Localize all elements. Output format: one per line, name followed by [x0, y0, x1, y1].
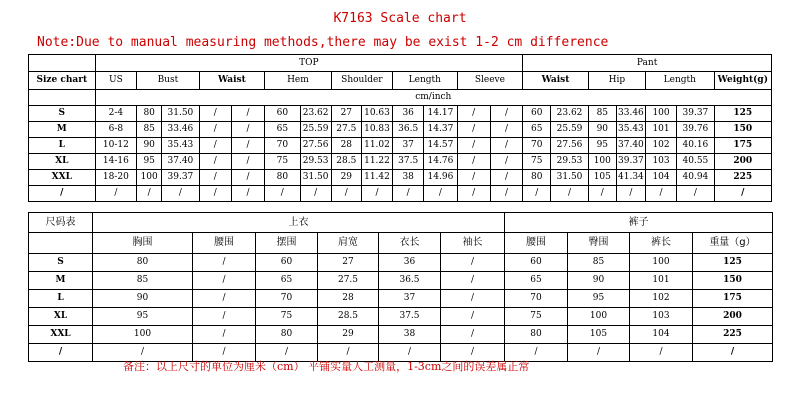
table-cell: / [630, 344, 693, 362]
table-cell: / [568, 344, 630, 362]
table-cell: / [490, 186, 522, 202]
column-header: 袖长 [441, 233, 505, 254]
size-cell: XL [29, 308, 93, 326]
table-cell: 18-20 [95, 170, 137, 186]
table-cell: 85 [137, 122, 162, 138]
table-cell: 28 [318, 290, 379, 308]
table-cell: / [523, 186, 551, 202]
table-cell: 80 [505, 326, 568, 344]
column-header: Weight(g) [714, 72, 771, 90]
table-cell: / [490, 154, 522, 170]
table-cell: 75 [265, 154, 300, 170]
column-header: 胸围 [93, 233, 193, 254]
column-header: Shoulder [331, 72, 392, 90]
column-header: 摆围 [256, 233, 318, 254]
table-cell: / [231, 186, 264, 202]
table-cell: 102 [645, 138, 676, 154]
table-cell: / [551, 186, 588, 202]
table-cell: 175 [693, 290, 773, 308]
table-cell: / [616, 186, 645, 202]
table-cell: 103 [630, 308, 693, 326]
table-cell: 23.62 [300, 106, 331, 122]
table-cell: 95 [137, 154, 162, 170]
size-cell: L [29, 290, 93, 308]
table-cell: 35.43 [616, 122, 645, 138]
table-cell: 14.76 [424, 154, 457, 170]
table-cell: / [193, 344, 256, 362]
table-cell: 150 [693, 272, 773, 290]
table-cell: 27 [331, 106, 361, 122]
table-cell: / [677, 186, 714, 202]
table-cell: / [379, 344, 441, 362]
table-cell: / [441, 326, 505, 344]
table-cell: / [199, 106, 231, 122]
table-cell: / [265, 186, 300, 202]
table-cell: 60 [505, 254, 568, 272]
table-cell: 23.62 [551, 106, 588, 122]
table-row [29, 106, 772, 122]
table-cell: 90 [568, 272, 630, 290]
table-cell: / [457, 122, 490, 138]
table-cell: / [193, 254, 256, 272]
table-cell: / [490, 170, 522, 186]
size-chart-label: Size chart [29, 72, 96, 90]
table-cell: 14.96 [424, 170, 457, 186]
table-cell: 95 [93, 308, 193, 326]
column-header: 臀围 [568, 233, 630, 254]
table-cell: 28 [331, 138, 361, 154]
table-cell: / [490, 138, 522, 154]
table-row [29, 154, 772, 170]
table-cell: / [331, 186, 361, 202]
table-cell: / [199, 122, 231, 138]
column-header: 腰围 [193, 233, 256, 254]
table-cell: 103 [645, 154, 676, 170]
table-cell: / [457, 154, 490, 170]
table-row [29, 290, 773, 308]
table-cell: / [231, 106, 264, 122]
table-row [29, 326, 773, 344]
size-cell: S [29, 106, 96, 122]
column-header: 衣长 [379, 233, 441, 254]
table-cell: / [441, 344, 505, 362]
table-cell: 37 [379, 290, 441, 308]
table-cell: 80 [523, 170, 551, 186]
table-cell: / [645, 186, 676, 202]
table-cell: 85 [568, 254, 630, 272]
table-cell: 65 [523, 122, 551, 138]
table-cell: 29 [331, 170, 361, 186]
table-cell: / [393, 186, 424, 202]
table-cell: 100 [137, 170, 162, 186]
table-cell: / [231, 154, 264, 170]
table-cell: / [199, 170, 231, 186]
table-cell: 31.50 [162, 106, 199, 122]
table-cell: / [231, 170, 264, 186]
column-header: Waist [523, 72, 589, 90]
table-cell: 200 [714, 154, 771, 170]
table-cell: 40.55 [677, 154, 714, 170]
table-cell: 60 [256, 254, 318, 272]
table-cell: 27 [318, 254, 379, 272]
table-cell: 36 [379, 254, 441, 272]
table-cell: 33.46 [616, 106, 645, 122]
table-cell: 150 [714, 122, 771, 138]
column-header: 腰围 [505, 233, 568, 254]
table-cell: 39.76 [677, 122, 714, 138]
table-cell: 27.56 [551, 138, 588, 154]
table-cell: / [505, 344, 568, 362]
table-cell: 100 [93, 326, 193, 344]
table-cell: / [693, 344, 773, 362]
table-cell: 95 [568, 290, 630, 308]
table-cell: 29 [318, 326, 379, 344]
size-cell: / [29, 186, 96, 202]
table-cell: 36.5 [379, 272, 441, 290]
table-cell: / [193, 290, 256, 308]
table-cell: 70 [523, 138, 551, 154]
footnote: 备注：以上尺寸的单位为厘米（cm） 平铺实量人工测量，1-3cm之间的误差属正常 [123, 360, 530, 373]
table-cell: / [162, 186, 199, 202]
table-cell: / [457, 170, 490, 186]
size-chart-english [28, 54, 772, 202]
table-cell: 75 [523, 154, 551, 170]
table-row [29, 138, 772, 154]
table-cell: 11.22 [361, 154, 392, 170]
top-section-header: TOP [95, 55, 523, 72]
table-cell: 200 [693, 308, 773, 326]
size-chart-corner [29, 55, 96, 72]
table-cell: / [93, 344, 193, 362]
table-cell: 14.57 [424, 138, 457, 154]
table-cell: 37.40 [162, 154, 199, 170]
table-row [29, 186, 772, 202]
table-cell: 75 [256, 308, 318, 326]
table-row [29, 272, 773, 290]
table-cell: / [361, 186, 392, 202]
table-cell: 28.5 [318, 308, 379, 326]
size-cell: XL [29, 154, 96, 170]
table-cell: / [457, 138, 490, 154]
table-cell: 29.53 [551, 154, 588, 170]
table-cell: 41.34 [616, 170, 645, 186]
size-cell: / [29, 344, 93, 362]
table-cell: / [441, 290, 505, 308]
column-header: 肩宽 [318, 233, 379, 254]
table-cell: / [199, 186, 231, 202]
column-header: Waist [199, 72, 265, 90]
size-chart-chinese [28, 212, 773, 362]
table-cell: 104 [630, 326, 693, 344]
column-header: Length [645, 72, 714, 90]
table-cell: / [441, 254, 505, 272]
table-cell: 38 [379, 326, 441, 344]
table-cell: 27.5 [331, 122, 361, 138]
size-cell: XXL [29, 170, 96, 186]
chart-title: K7163 Scale chart [333, 11, 467, 26]
column-header: 裤长 [630, 233, 693, 254]
table-cell: / [441, 308, 505, 326]
pant-section-header: Pant [523, 55, 772, 72]
table-cell: 28.5 [331, 154, 361, 170]
table-cell: 10.83 [361, 122, 392, 138]
table-cell: 10-12 [95, 138, 137, 154]
size-chart-label: 尺码表 [29, 213, 93, 233]
table-cell: 40.94 [677, 170, 714, 186]
table-cell: / [95, 186, 137, 202]
pant-section-header: 裤子 [505, 213, 773, 233]
table-row [29, 170, 772, 186]
table-cell: / [490, 106, 522, 122]
table-cell: / [318, 344, 379, 362]
table-cell: 80 [265, 170, 300, 186]
table-row [29, 254, 773, 272]
table-cell: 175 [714, 138, 771, 154]
table-cell: 102 [630, 290, 693, 308]
size-cell: M [29, 272, 93, 290]
table-cell: 14.37 [424, 122, 457, 138]
table-cell: 25.59 [300, 122, 331, 138]
table-cell: 37.40 [616, 138, 645, 154]
table-cell: 101 [630, 272, 693, 290]
size-cell: S [29, 254, 93, 272]
column-header: Hip [588, 72, 645, 90]
table-cell: / [441, 272, 505, 290]
table-cell: / [256, 344, 318, 362]
table-cell: 101 [645, 122, 676, 138]
table-cell: / [199, 138, 231, 154]
size-cell: M [29, 122, 96, 138]
column-header: 重量（g） [693, 233, 773, 254]
table-cell: 14-16 [95, 154, 137, 170]
table-cell: 39.37 [162, 170, 199, 186]
table-cell: 37.5 [379, 308, 441, 326]
table-row [29, 308, 773, 326]
table-cell: 27.5 [318, 272, 379, 290]
table-cell: 105 [568, 326, 630, 344]
column-header: Hem [265, 72, 332, 90]
table-cell: 105 [588, 170, 616, 186]
table-cell: 80 [137, 106, 162, 122]
column-header: US [95, 72, 137, 90]
table-cell: 38 [393, 170, 424, 186]
table-cell: / [137, 186, 162, 202]
table-cell: 39.37 [616, 154, 645, 170]
table-cell: 100 [630, 254, 693, 272]
table-cell: 90 [137, 138, 162, 154]
table-cell: 90 [588, 122, 616, 138]
column-header: Sleeve [457, 72, 523, 90]
table-cell: 104 [645, 170, 676, 186]
table-cell: 125 [693, 254, 773, 272]
table-cell: / [193, 308, 256, 326]
table-cell: 27.56 [300, 138, 331, 154]
table-cell: 95 [588, 138, 616, 154]
table-cell: 70 [256, 290, 318, 308]
unit-label: cm/inch [95, 90, 771, 106]
size-cell: XXL [29, 326, 93, 344]
table-cell: 65 [256, 272, 318, 290]
blank-cell [29, 233, 93, 254]
table-cell: / [457, 106, 490, 122]
table-cell: 65 [265, 122, 300, 138]
table-cell: 14.17 [424, 106, 457, 122]
table-cell: 90 [93, 290, 193, 308]
table-cell: 29.53 [300, 154, 331, 170]
table-row [29, 122, 772, 138]
table-cell: 11.42 [361, 170, 392, 186]
blank-cell [29, 90, 96, 106]
table-cell: 65 [505, 272, 568, 290]
table-cell: / [231, 138, 264, 154]
table-cell: 35.43 [162, 138, 199, 154]
table-cell: 80 [256, 326, 318, 344]
table-cell: 11.02 [361, 138, 392, 154]
table-cell: 31.50 [300, 170, 331, 186]
table-cell: 125 [714, 106, 771, 122]
table-cell: 75 [505, 308, 568, 326]
table-cell: 6-8 [95, 122, 137, 138]
table-cell: 100 [588, 154, 616, 170]
table-cell: 60 [523, 106, 551, 122]
table-cell: 60 [265, 106, 300, 122]
table-cell: 37 [393, 138, 424, 154]
table-cell: 10.63 [361, 106, 392, 122]
table-cell: 100 [568, 308, 630, 326]
table-cell: / [424, 186, 457, 202]
table-cell: 70 [265, 138, 300, 154]
measurement-note: Note:Due to manual measuring methods,there may be exist 1-2 cm difference [37, 35, 609, 50]
top-section-header: 上衣 [93, 213, 505, 233]
table-cell: / [300, 186, 331, 202]
table-cell: / [193, 326, 256, 344]
table-cell: 80 [93, 254, 193, 272]
table-cell: 70 [505, 290, 568, 308]
table-cell: 33.46 [162, 122, 199, 138]
table-cell: / [588, 186, 616, 202]
table-cell: 225 [693, 326, 773, 344]
table-cell: 31.50 [551, 170, 588, 186]
table-cell: 37.5 [393, 154, 424, 170]
column-header: Bust [137, 72, 199, 90]
table-cell: / [231, 122, 264, 138]
table-cell: 25.59 [551, 122, 588, 138]
size-cell: L [29, 138, 96, 154]
table-cell: / [193, 272, 256, 290]
table-cell: 85 [588, 106, 616, 122]
table-cell: 100 [645, 106, 676, 122]
table-cell: 40.16 [677, 138, 714, 154]
table-cell: / [457, 186, 490, 202]
table-cell: / [490, 122, 522, 138]
table-cell: 225 [714, 170, 771, 186]
table-cell: 39.37 [677, 106, 714, 122]
table-cell: 36 [393, 106, 424, 122]
table-cell: 36.5 [393, 122, 424, 138]
table-cell: 85 [93, 272, 193, 290]
table-cell: / [714, 186, 771, 202]
table-cell: / [199, 154, 231, 170]
column-header: Length [393, 72, 457, 90]
table-cell: 2-4 [95, 106, 137, 122]
